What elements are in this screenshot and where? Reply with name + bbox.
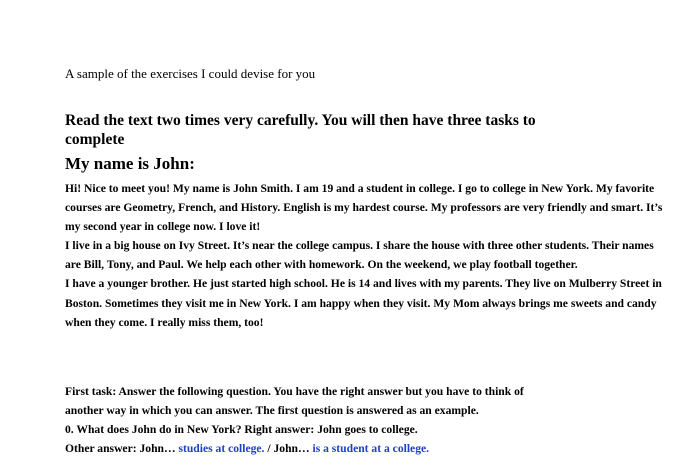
other-answer-2: is a student at a college — [312, 442, 427, 456]
other-answer-1: studies at college. — [178, 442, 265, 456]
other-answer-line — [65, 439, 665, 458]
first-task-line-1: First task: Answer the following question. You have the right answer but you have to think of — [65, 385, 524, 398]
first-task-section — [65, 382, 665, 458]
story-body — [65, 179, 665, 332]
other-answer-separator: / John… — [264, 442, 313, 456]
first-task-line-2: another way in which you can answer. The first question is answered as an example. — [65, 404, 479, 418]
story-paragraph-2: I live in a big house on Ivy Street. It’s near the college campus. I share the house with three other students. Their names are Bill, Tony, and Paul. We help each other with homework. On the weekend, we play football together. — [65, 239, 654, 272]
instructions-heading: Read the text two times very carefully. You will then have three tasks to complete — [65, 112, 536, 148]
intro-text: A sample of the exercises I could devise for you — [65, 66, 316, 81]
other-answer-end: . — [426, 442, 430, 456]
story-paragraph-1: Hi! Nice to meet you! My name is John Smith. I am 19 and a student in college. I go to college in New York. My favorite courses are Geometry, French, and History. English is my hardest course. My professors are very friendly and smart. It’s my second year in college now. I love it! — [65, 182, 663, 234]
story-paragraph-3: I have a younger brother. He just started high school. He is 14 and lives with my parents. They live on Mulberry Street in Boston. Sometimes they visit me in New York. I am happy when they visit. My Mom always brings me sweets and candy when they come. I really miss them, too! — [65, 277, 662, 329]
other-answer-prefix: Other answer: John… — [65, 442, 179, 456]
example-question: 0. What does John do in New York? Right answer: John goes to college. — [65, 423, 418, 437]
story-title: My name is John: — [65, 154, 195, 173]
